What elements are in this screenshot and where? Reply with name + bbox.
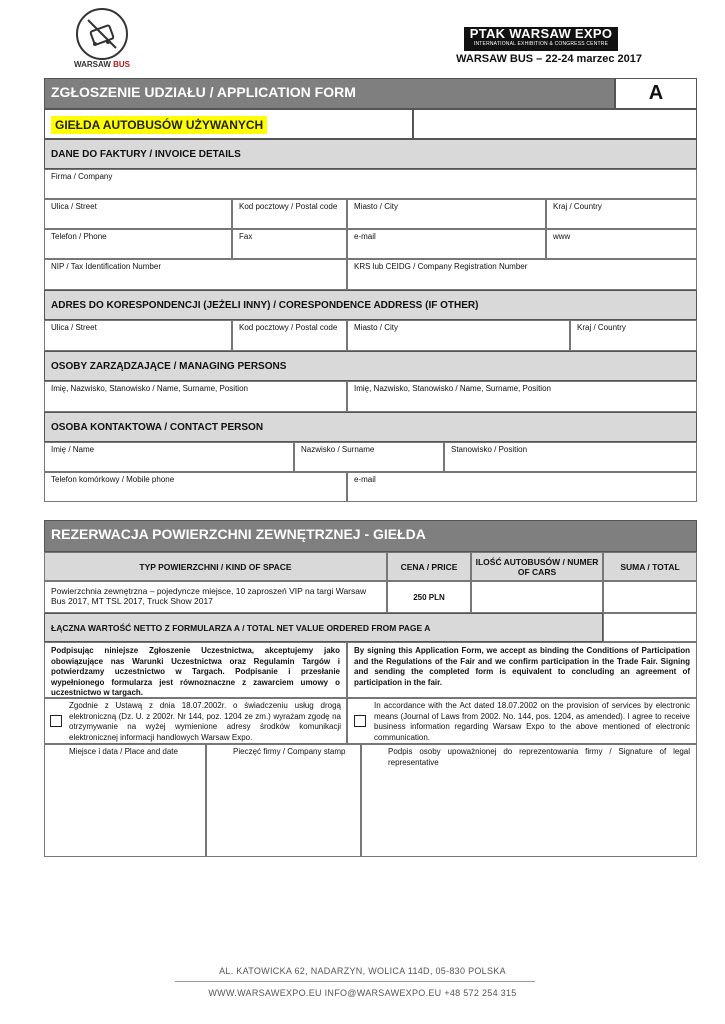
brand-subtitle: INTERNATIONAL EXHIBITION & CONGRESS CENTRE xyxy=(473,41,609,47)
category-cell xyxy=(44,109,413,139)
electronic-consent-en-text: In accordance with the Act dated 18.07.2002 on the provision of services by electronic means (Journal of Laws from 2002. No. 144, pos. 1204, as amended). I agree to receive business information regarding Warsaw Expo to the above mentioned of electronic communication. xyxy=(374,701,690,742)
signature-field[interactable]: Podpis osoby upoważnionej do reprezentowania firmy / Signature of legal representative xyxy=(361,744,697,857)
col-total: SUMA / TOTAL xyxy=(603,552,697,581)
contact-mobile-field[interactable]: Telefon komórkowy / Mobile phone xyxy=(44,472,347,502)
fax-field[interactable]: Fax xyxy=(232,229,347,259)
contact-email-field[interactable]: e-mail xyxy=(347,472,697,502)
corr-street-field[interactable]: Ulica / Street xyxy=(44,320,232,351)
section-managing: OSOBY ZARZĄDZAJĄCE / MANAGING PERSONS xyxy=(44,351,697,381)
category-label: GIEŁDA AUTOBUSÓW UŻYWANYCH xyxy=(51,116,267,134)
country-field[interactable]: Kraj / Country xyxy=(546,199,697,229)
www-field[interactable]: www xyxy=(546,229,697,259)
row-qty-input[interactable] xyxy=(471,581,603,613)
electronic-consent-pl-text: Zgodnie z Ustawą z dnia 18.07.2002r. o świadczeniu usług drogą elektroniczną (Dz. U. z 2002r. Nr 144, poz. 1204 ze zm.) wyrażam zgodę na otrzymywanie na wyżej wymienione adresy środków komunikacji elektronicznej informacji handlowych Warsaw Expo. xyxy=(69,701,341,742)
section-reservation: REZERWACJA POWIERZCHNI ZEWNĘTRZNEJ - GIEŁDA xyxy=(44,520,697,552)
footer-address: AL. KATOWICKA 62, NADARZYN, WOLICA 114D, 05-830 POLSKA xyxy=(219,966,506,976)
row-description: Powierzchnia zewnętrzna – pojedyncze miejsce, 10 zaproszeń VIP na targi Warsaw Bus 2017, MT TSL 2017, Truck Show 2017 xyxy=(44,581,387,613)
place-date-field[interactable]: Miejsce i data / Place and date xyxy=(44,744,206,857)
consent-checkbox-en[interactable] xyxy=(354,715,366,727)
total-net-label: ŁĄCZNA WARTOŚĆ NETTO Z FORMULARZA A / TOTAL NET VALUE ORDERED FROM PAGE A xyxy=(44,613,603,642)
logo-icon xyxy=(76,8,128,60)
col-kind: TYP POWIERZCHNI / KIND OF SPACE xyxy=(44,552,387,581)
footer-divider xyxy=(175,981,535,982)
section-correspondence: ADRES DO KORESPONDENCJI (JEŻELI INNY) / CORESPONDENCE ADDRESS (IF OTHER) xyxy=(44,290,697,320)
terms-en: By signing this Application Form, we accept as binding the Conditions of Participation and the Regulations of the Fair and we confirm participation in the Trade Fair. Signing and sending the completed form is equivalent to concluding an agreement of participation in the fair. xyxy=(347,642,697,698)
electronic-consent-en xyxy=(347,698,697,744)
brand-banner xyxy=(464,27,618,51)
row-total-input[interactable] xyxy=(603,581,697,613)
corr-country-field[interactable]: Kraj / Country xyxy=(570,320,697,351)
street-field[interactable]: Ulica / Street xyxy=(44,199,232,229)
footer-contact: WWW.WARSAWEXPO.EU INFO@WARSAWEXPO.EU +48 572 254 315 xyxy=(208,988,517,998)
form-letter: A xyxy=(615,78,697,109)
form-title: ZGŁOSZENIE UDZIAŁU / APPLICATION FORM xyxy=(44,78,615,109)
contact-position-field[interactable]: Stanowisko / Position xyxy=(444,442,697,472)
col-price: CENA / PRICE xyxy=(387,552,471,581)
email-field[interactable]: e-mail xyxy=(347,229,546,259)
phone-field[interactable]: Telefon / Phone xyxy=(44,229,232,259)
corr-postal-field[interactable]: Kod pocztowy / Postal code xyxy=(232,320,347,351)
contact-name-field[interactable]: Imię / Name xyxy=(44,442,294,472)
section-invoice: DANE DO FAKTURY / INVOICE DETAILS xyxy=(44,139,697,169)
electronic-consent-pl xyxy=(44,698,347,744)
section-contact: OSOBA KONTAKTOWA / CONTACT PERSON xyxy=(44,412,697,442)
postal-field[interactable]: Kod pocztowy / Postal code xyxy=(232,199,347,229)
logo-wordmark: WARSAW BUS xyxy=(73,60,130,69)
company-field[interactable]: Firma / Company xyxy=(44,169,697,199)
corr-city-field[interactable]: Miasto / City xyxy=(347,320,570,351)
category-input[interactable] xyxy=(413,109,697,139)
col-qty: ILOŚĆ AUTOBUSÓW / NUMER OF CARS xyxy=(471,552,603,581)
brand-title: PTAK WARSAW EXPO xyxy=(469,26,613,41)
managing-person-1[interactable]: Imię, Nazwisko, Stanowisko / Name, Surname, Position xyxy=(44,381,347,412)
consent-checkbox-pl[interactable] xyxy=(50,715,62,727)
total-net-input[interactable] xyxy=(603,613,697,642)
managing-person-2[interactable]: Imię, Nazwisko, Stanowisko / Name, Surname, Position xyxy=(347,381,697,412)
terms-pl: Podpisując niniejsze Zgłoszenie Uczestnictwa, akceptujemy jako obowiązujące nas Warunki Uczestnictwa oraz Regulamin Targów i potwierdzamy uczestnictwo w Targach. Podpisanie i przesłanie wypełnionego formularza jest równoznaczne z zawarciem umowy o uczestnictwo w targach. xyxy=(44,642,347,698)
company-stamp-field[interactable]: Pieczęć firmy / Company stamp xyxy=(206,744,361,857)
city-field[interactable]: Miasto / City xyxy=(347,199,546,229)
krs-field[interactable]: KRS lub CEIDG / Company Registration Number xyxy=(347,259,697,290)
nip-field[interactable]: NIP / Tax Identification Number xyxy=(44,259,347,290)
event-line: WARSAW BUS – 22-24 marzec 2017 xyxy=(456,53,642,65)
row-price: 250 PLN xyxy=(387,581,471,613)
contact-surname-field[interactable]: Nazwisko / Surname xyxy=(294,442,444,472)
